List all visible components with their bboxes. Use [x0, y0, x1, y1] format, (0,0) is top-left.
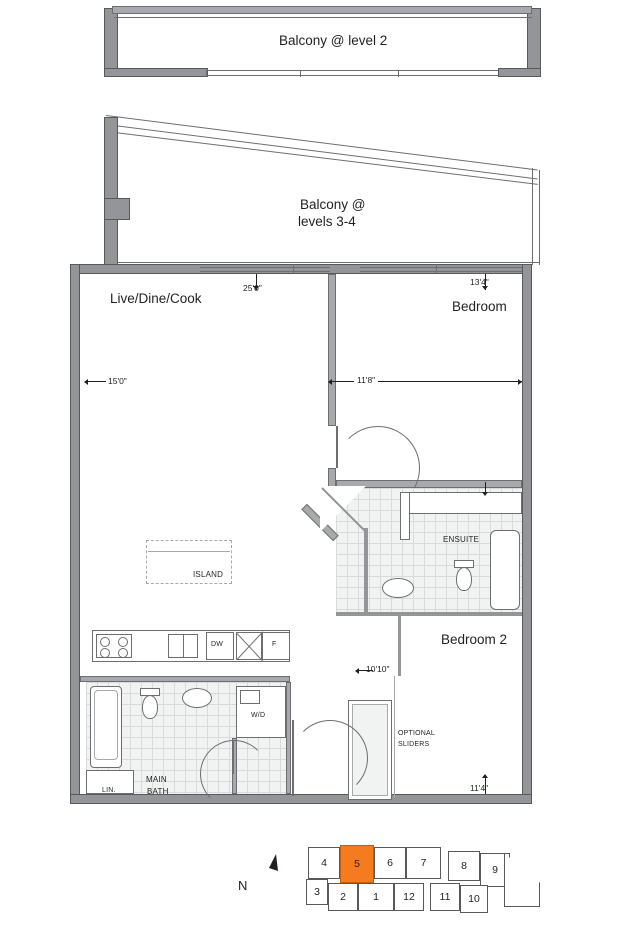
- optional-sliders-label-line2: SLIDERS: [398, 741, 430, 748]
- keyplan-unit-11[interactable]: 11: [430, 883, 460, 911]
- balcony-level2-bottom-rail-e: [398, 70, 500, 71]
- north-arrow-icon: [256, 852, 282, 882]
- key-plan: [300, 835, 540, 920]
- balcony-level2-divider-1: [206, 70, 207, 77]
- balcony-level2-left-wall: [104, 8, 118, 76]
- balcony-level2-bottom-rail-f: [398, 75, 500, 76]
- dim-ensuite-line: [485, 482, 486, 494]
- keyplan-unit-9[interactable]: 9: [480, 853, 510, 887]
- kitchen-sink-divider: [183, 634, 184, 658]
- balcony-34-bottom-rail: [118, 262, 540, 263]
- washer-dryer-inner: [240, 690, 260, 704]
- dim-bedroom2-depth-arrow: [355, 668, 359, 674]
- balcony-34-label-line1: Balcony @: [300, 197, 366, 212]
- main-bath-sink: [182, 688, 212, 708]
- north-label: N: [238, 878, 248, 893]
- dishwasher-label: DW: [211, 641, 224, 648]
- island-label: ISLAND: [193, 570, 224, 579]
- window-top-right: [360, 267, 522, 268]
- balcony-level2-bottom-rail-b: [206, 75, 302, 76]
- balcony-level2-top-rail: [112, 6, 532, 14]
- ensuite-vanity-left: [400, 492, 410, 540]
- ensuite-toilet-bowl: [456, 567, 472, 591]
- keyplan-unit-10[interactable]: 10: [460, 885, 488, 913]
- keyplan-unit-6[interactable]: 6: [374, 847, 406, 879]
- balcony-level2-divider-2: [300, 70, 301, 77]
- balcony-level2-right-wall: [527, 8, 541, 76]
- dim-live-depth-arrow: [84, 379, 88, 385]
- bedroom-label: Bedroom: [452, 299, 507, 314]
- keyplan-unit-12[interactable]: 12: [394, 883, 424, 911]
- bathtub-inner: [94, 690, 118, 760]
- main-bath-label-line1: MAIN: [146, 775, 167, 784]
- ensuite-vanity: [400, 492, 522, 514]
- balcony-level2-label: Balcony @ level 2: [279, 33, 388, 48]
- entry-door-swing: [292, 720, 368, 796]
- keyplan-unit-2[interactable]: 2: [328, 883, 358, 911]
- balcony-34-rail-outer: [106, 115, 538, 171]
- unit-left-wall: [70, 264, 80, 804]
- optional-sliders-dashline: [394, 676, 395, 798]
- dim-live-width-label: 25'0": [243, 283, 262, 293]
- unit-bottom-wall: [70, 794, 532, 804]
- keyplan-unit-1[interactable]: 1: [358, 883, 394, 911]
- cooktop-burner-3: [100, 648, 110, 658]
- balcony-level2-bottom-wall-left: [104, 68, 208, 77]
- window-divider-top-2: [436, 264, 437, 274]
- unit-top-wall: [70, 264, 532, 274]
- keyplan-unit-5[interactable]: 5: [340, 845, 374, 883]
- unit-right-wall: [522, 264, 532, 804]
- central-partition-wall: [328, 274, 336, 426]
- island-inner-line: [148, 551, 230, 552]
- balcony-level2-bottom-wall-right: [498, 68, 541, 77]
- bedroom-2-label: Bedroom 2: [441, 632, 508, 647]
- dim-bedroom-depth-arrow-right: [518, 379, 522, 385]
- fridge-label: F: [272, 641, 277, 648]
- cooktop-burner-2: [118, 637, 128, 647]
- window-top-right-2: [360, 271, 522, 272]
- balcony-level2-bottom-rail-c: [300, 70, 400, 71]
- bedroom2-left-wall: [398, 616, 401, 676]
- main-bath-toilet-bowl: [142, 695, 158, 719]
- ensuite-left-bottom-wall: [364, 528, 368, 616]
- ensuite-label: ENSUITE: [443, 535, 480, 544]
- keyplan-unit-3[interactable]: 3: [306, 879, 328, 905]
- balcony-34-left-wall: [104, 117, 118, 265]
- balcony-34-right-edge-2: [532, 168, 533, 265]
- ensuite-tub: [490, 530, 520, 610]
- keyplan-unit-4[interactable]: 4: [308, 847, 340, 879]
- keyplan-unit-8[interactable]: 8: [448, 851, 480, 881]
- keyplan-unit-7[interactable]: 7: [406, 847, 441, 879]
- bath-door-swing: [200, 740, 268, 808]
- balcony-level2-inner-rail: [114, 17, 532, 18]
- balcony-level2-bottom-rail-a: [206, 70, 302, 71]
- cooktop-burner-1: [100, 637, 110, 647]
- dim-bedroom2-width-label: 11'4": [470, 783, 489, 793]
- washer-dryer-label: W/D: [251, 712, 266, 719]
- ensuite-sink: [382, 578, 414, 598]
- dim-bedroom-depth-label: 11'8": [354, 375, 378, 385]
- main-bath-label-line2: BATH: [147, 787, 169, 796]
- window-top-left: [200, 267, 330, 268]
- dim-bedroom-width-label: 13'4": [470, 277, 489, 287]
- balcony-34-left-wall-stub: [104, 198, 130, 220]
- window-top-left-2: [200, 271, 330, 272]
- optional-sliders-label-line1: OPTIONAL: [398, 730, 435, 737]
- balcony-34-rail-inner2: [107, 131, 538, 185]
- balcony-34-rail-inner: [106, 124, 538, 180]
- dim-bedroom-depth-arrow-left: [328, 379, 332, 385]
- balcony-34-label-line2: levels 3-4: [298, 214, 356, 229]
- balcony-34-right-edge: [539, 170, 540, 265]
- balcony-level2-bottom-rail-d: [300, 75, 400, 76]
- balcony-level2-divider-3: [398, 70, 399, 77]
- window-divider-top-1: [293, 264, 294, 274]
- laundry-right-wall: [286, 682, 291, 794]
- dim-live-depth-line: [88, 381, 106, 382]
- keyplan-corner-shape: [504, 853, 540, 907]
- dim-live-depth-label: 15'0": [108, 376, 127, 386]
- dim-bedroom2-depth-label: 10'10": [366, 664, 390, 674]
- live-dine-cook-label: Live/Dine/Cook: [110, 291, 202, 306]
- linen-label: LIN.: [102, 787, 116, 794]
- cooktop-burner-4: [118, 648, 128, 658]
